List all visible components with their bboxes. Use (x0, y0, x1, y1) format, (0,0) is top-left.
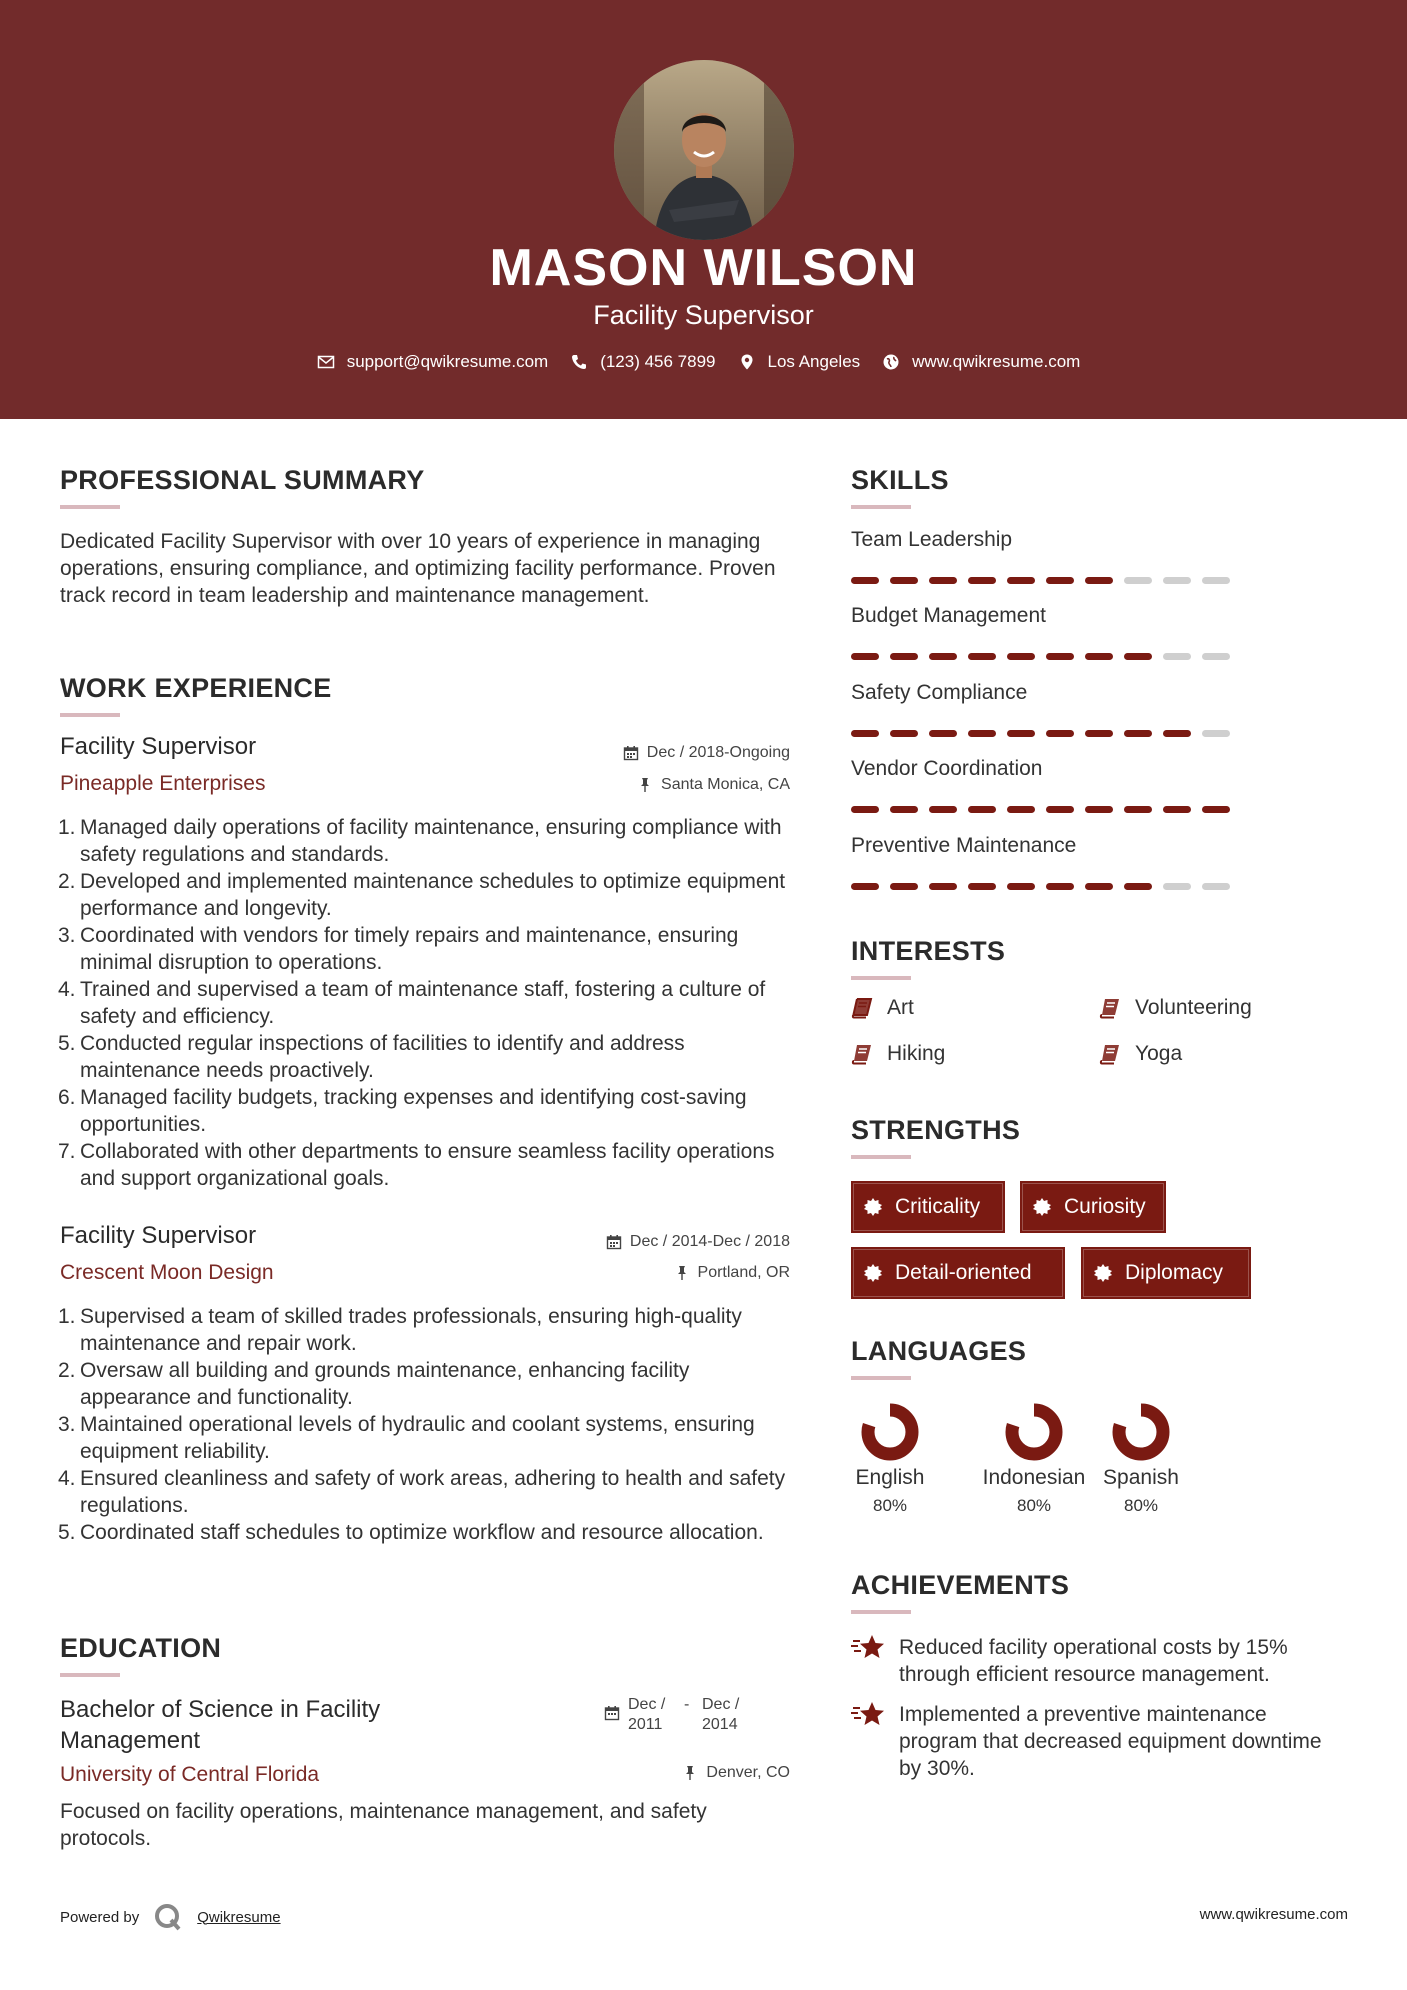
achievement-item: Implemented a preventive maintenance program that decreased equipment downtime by 30%. (851, 1701, 1331, 1782)
skill-dot (890, 806, 918, 813)
contact-bar (0, 352, 1407, 372)
skill-dot (1202, 577, 1230, 584)
badge-icon (1032, 1197, 1052, 1217)
map-pin-icon (738, 353, 756, 371)
calendar-icon (606, 1234, 622, 1250)
list-item: 3. Coordinated with vendors for timely repairs and maintenance, ensuring minimal disruption to operations. (58, 924, 739, 974)
skill-dot (1202, 806, 1230, 813)
qwikresume-logo-icon (153, 1902, 183, 1932)
list-item: 5. Coordinated staff schedules to optimize workflow and resource allocation. (58, 1521, 764, 1544)
job-date: Dec / 2014-Dec / 2018 (606, 1233, 790, 1251)
skill-dot (968, 577, 996, 584)
skill-dot (1007, 577, 1035, 584)
education-location: Denver, CO (682, 1764, 790, 1782)
list-item: 1. Supervised a team of skilled trades professionals, ensuring high-quality maintenance and repair work. (58, 1305, 742, 1355)
skill-rating (851, 730, 1230, 737)
footer-powered-by: Powered by Qwikresume (60, 1902, 281, 1932)
skill-dot (1046, 883, 1074, 890)
skill-name: Budget Management (851, 604, 1046, 627)
skill-dot (1163, 730, 1191, 737)
skill-dot (929, 577, 957, 584)
language-name: English (855, 1466, 925, 1489)
badge-icon (1093, 1263, 1113, 1283)
skill-dot (968, 730, 996, 737)
skill-dot (1007, 883, 1035, 890)
candidate-title: Facility Supervisor (593, 300, 814, 330)
skill-name: Safety Compliance (851, 681, 1028, 704)
skill-dot (1163, 883, 1191, 890)
education-date-start: Dec / 2011 (628, 1696, 666, 1733)
list-item: 6. Managed facility budgets, tracking expenses and identifying cost-saving opportunities. (58, 1086, 747, 1136)
calendar-icon (604, 1705, 620, 1721)
job-location: Portland, OR (674, 1264, 790, 1282)
language-gauge-arc (1119, 1410, 1163, 1454)
skill-dot (1085, 653, 1113, 660)
skill-dot (1046, 730, 1074, 737)
skill-dot (1007, 730, 1035, 737)
job-title: Facility Supervisor (60, 733, 257, 760)
skill-dot (968, 653, 996, 660)
job-duties-list (60, 1303, 790, 1546)
book-icon (851, 997, 873, 1019)
languages-heading: LANGUAGES (851, 1336, 1027, 1366)
globe-icon (882, 353, 900, 371)
skill-rating (851, 653, 1230, 660)
language-name: Indonesian (982, 1466, 1086, 1489)
skill-dot (1046, 577, 1074, 584)
star-icon (851, 1699, 885, 1729)
language-percent: 80% (872, 1496, 908, 1515)
job-company: Pineapple Enterprises (60, 772, 266, 795)
skill-dot (968, 883, 996, 890)
contact-email[interactable]: support@qwikresume.com (346, 352, 549, 371)
strength-tag: Detail-oriented (851, 1247, 1065, 1299)
language-gauge-arc (868, 1410, 912, 1454)
pushpin-icon (674, 1265, 690, 1281)
badge-icon (863, 1263, 883, 1283)
badge-icon (863, 1197, 883, 1217)
language-percent: 80% (1016, 1496, 1052, 1515)
skill-dot (929, 730, 957, 737)
skill-dot (1124, 883, 1152, 890)
skill-dot (1124, 577, 1152, 584)
experience-heading: WORK EXPERIENCE (60, 673, 332, 703)
strengths-heading: STRENGTHS (851, 1115, 1021, 1145)
skill-dot (851, 883, 879, 890)
pushpin-icon (682, 1765, 698, 1781)
strength-tag: Criticality (851, 1181, 1005, 1233)
skill-rating (851, 577, 1230, 584)
skill-dot (1007, 653, 1035, 660)
list-item: 3. Maintained operational levels of hydraulic and coolant systems, ensuring equipment reliability. (58, 1413, 755, 1463)
skill-dot (929, 806, 957, 813)
skill-dot (1124, 653, 1152, 660)
skill-dot (1085, 730, 1113, 737)
envelope-icon (317, 353, 335, 371)
strength-tag: Diplomacy (1081, 1247, 1251, 1299)
language-name: Spanish (1103, 1466, 1179, 1489)
skill-dot (1124, 806, 1152, 813)
skill-dot (929, 653, 957, 660)
footer-site[interactable]: www.qwikresume.com (1199, 1906, 1348, 1923)
list-item: 7. Collaborated with other departments to ensure seamless facility operations and support organizational goals. (58, 1140, 775, 1190)
interest-item: Volunteering (1099, 996, 1252, 1020)
skill-name: Vendor Coordination (851, 757, 1043, 780)
education-dates: Dec / 2011 - Dec / 2014 (604, 1695, 750, 1735)
list-item: 2. Oversaw all building and grounds maintenance, enhancing facility appearance and functionality. (58, 1359, 690, 1409)
education-date-end: Dec / 2014 (702, 1696, 740, 1733)
skill-dot (1046, 806, 1074, 813)
contact-website[interactable]: www.qwikresume.com (912, 352, 1081, 371)
skill-rating (851, 883, 1230, 890)
skill-dot (1046, 653, 1074, 660)
resume-header (0, 0, 1407, 419)
education-description: Focused on facility operations, maintenance management, and safety protocols. (60, 1800, 707, 1850)
language-item (1097, 1402, 1185, 1516)
star-icon (851, 1632, 885, 1662)
phone-icon (570, 353, 588, 371)
skill-dot (1202, 653, 1230, 660)
skill-dot (1124, 730, 1152, 737)
contact-location: Los Angeles (767, 352, 861, 371)
strength-tag: Curiosity (1020, 1181, 1166, 1233)
pushpin-icon (637, 777, 653, 793)
candidate-name: MASON WILSON (489, 239, 918, 297)
list-item: 4. Trained and supervised a team of maintenance staff, fostering a culture of safety and efficiency. (58, 978, 766, 1028)
school-name: University of Central Florida (60, 1763, 320, 1786)
list-item: 4. Ensured cleanliness and safety of work areas, adhering to health and safety regulations. (58, 1467, 786, 1517)
interest-item: Hiking (851, 1042, 945, 1066)
skill-dot (1163, 653, 1191, 660)
job-duties-list (60, 814, 790, 1192)
skill-dot (851, 577, 879, 584)
skill-dot (1085, 883, 1113, 890)
language-gauge (860, 1402, 920, 1462)
skill-dot (968, 806, 996, 813)
profile-photo (614, 60, 794, 240)
book-icon (1099, 997, 1121, 1019)
list-item: 1. Managed daily operations of facility maintenance, ensuring compliance with safety regulations and standards. (58, 816, 782, 866)
summary-text: Dedicated Facility Supervisor with over 10 years of experience in managing operations, ensuring compliance, and optimizing facility performance. Proven track record in team leadership and maintenance management. (60, 530, 776, 607)
skill-dot (890, 730, 918, 737)
book-icon (1099, 1043, 1121, 1065)
interest-item: Art (851, 996, 914, 1020)
skill-dot (1163, 806, 1191, 813)
brand-link[interactable]: Qwikresume (197, 1908, 281, 1926)
language-gauge (1004, 1402, 1064, 1462)
language-item (975, 1402, 1093, 1516)
contact-phone[interactable]: (123) 456 7899 (600, 352, 716, 371)
skill-dot (929, 883, 957, 890)
language-gauge-arc (1012, 1410, 1056, 1454)
education-heading: EDUCATION (60, 1633, 222, 1663)
job-date: Dec / 2018-Ongoing (623, 744, 790, 762)
degree-title: Bachelor of Science in Facility Management (60, 1696, 381, 1754)
achievement-item: Reduced facility operational costs by 15% through efficient resource management. (851, 1634, 1331, 1688)
skills-heading: SKILLS (851, 465, 949, 495)
language-item (851, 1402, 929, 1516)
job-location: Santa Monica, CA (637, 776, 790, 794)
book-icon (851, 1043, 873, 1065)
language-gauge (1111, 1402, 1171, 1462)
skill-dot (1085, 577, 1113, 584)
job-title: Facility Supervisor (60, 1222, 257, 1249)
skill-dot (1007, 806, 1035, 813)
skill-rating (851, 806, 1230, 813)
skill-dot (1202, 730, 1230, 737)
skill-dot (890, 653, 918, 660)
interest-item: Yoga (1099, 1042, 1182, 1066)
job-company: Crescent Moon Design (60, 1261, 274, 1284)
list-item: 5. Conducted regular inspections of facilities to identify and address maintenance needs proactively. (58, 1032, 685, 1082)
skill-name: Team Leadership (851, 528, 1013, 551)
summary-heading: PROFESSIONAL SUMMARY (60, 465, 425, 495)
skill-dot (851, 806, 879, 813)
skill-dot (851, 653, 879, 660)
skill-dot (1085, 806, 1113, 813)
skill-dot (890, 577, 918, 584)
calendar-icon (623, 745, 639, 761)
language-percent: 80% (1123, 1496, 1159, 1515)
skill-dot (1202, 883, 1230, 890)
achievements-heading: ACHIEVEMENTS (851, 1570, 1070, 1600)
interests-heading: INTERESTS (851, 936, 1006, 966)
skill-dot (1163, 577, 1191, 584)
skill-name: Preventive Maintenance (851, 834, 1077, 857)
skill-dot (851, 730, 879, 737)
list-item: 2. Developed and implemented maintenance schedules to optimize equipment performance and longevity. (58, 870, 786, 920)
skill-dot (890, 883, 918, 890)
